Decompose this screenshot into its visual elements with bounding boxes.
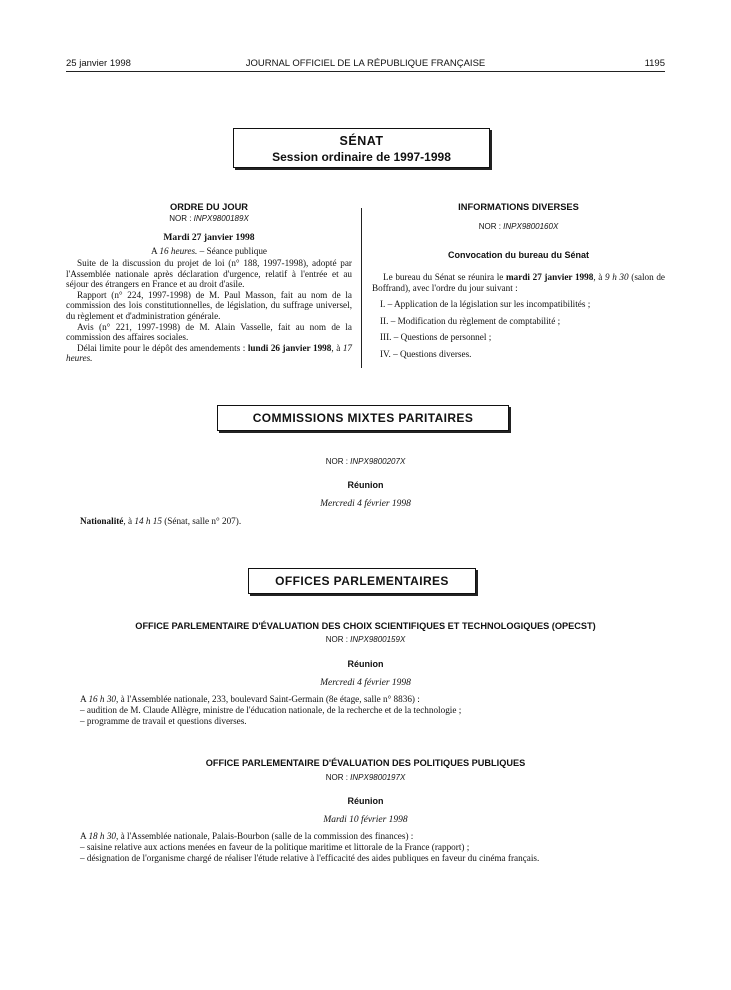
commissions-reunion: Réunion: [347, 480, 384, 490]
opecst-reunion: Réunion: [347, 659, 384, 669]
header-rule: [66, 71, 665, 72]
delai-prefix: Délai limite pour le dépôt des amendements :: [77, 342, 248, 353]
ordre-du-jour-section: [66, 202, 352, 364]
opecst-nor: [66, 635, 665, 644]
convocation-intro: [372, 272, 665, 293]
senat-subtitle: Session ordinaire de 1997-1998: [272, 150, 451, 164]
commission-suffix: (Sénat, salle n° 207).: [161, 516, 242, 526]
delai-time: 17 heures.: [66, 342, 352, 364]
informations-title: INFORMATIONS DIVERSES: [458, 202, 579, 212]
politiques-nor: [66, 773, 665, 782]
nor-code: INPX9800160X: [503, 222, 559, 231]
ordre-para-4: [66, 343, 352, 364]
list-item: I. – Application de la législation sur les incompatibilités ;: [380, 299, 591, 310]
opecst-title: OFFICE PARLEMENTAIRE D'ÉVALUATION DES CHOIX SCIENTIFIQUES ET TECHNOLOGIQUES (OPECST): [135, 621, 596, 631]
delai-mid: , à: [331, 342, 343, 353]
informations-section: [372, 202, 665, 366]
list-item: IV. – Questions diverses.: [380, 348, 472, 359]
politiques-date: Mardi 10 février 1998: [323, 815, 408, 825]
opecst-line-2: – audition de M. Claude Allègre, ministre de l'éducation nationale, de la recherche et de la technologie ;: [80, 705, 462, 715]
nor-code: INPX9800197X: [350, 773, 406, 782]
ordre-para-1: Suite de la discussion du projet de loi (n° 188, 1997-1998), adopté par l'Assemblée nationale après déclaration d'urgence, relatif à l'entrée et au séjour des étrangers en France et au droit d'asile.: [66, 258, 352, 290]
delai-date: lundi 26 janvier 1998: [247, 342, 332, 353]
commissions-box: [217, 405, 509, 431]
intro-prefix: Le bureau du Sénat se réunira le: [383, 272, 506, 282]
offices-box: [248, 568, 476, 594]
politiques-time: 18 h 30: [88, 831, 116, 841]
list-item: II. – Modification du règlement de comptabilité ;: [380, 315, 561, 326]
nor-label: NOR :: [169, 214, 194, 223]
commission-time: 14 h 15: [134, 516, 162, 526]
senat-title: SÉNAT: [339, 134, 384, 148]
intro-mid: , à: [593, 272, 605, 282]
commissions-nor: [66, 457, 665, 466]
nor-label: NOR :: [325, 773, 351, 782]
politiques-reunion: Réunion: [347, 796, 384, 806]
ordre-du-jour-date: Mardi 27 janvier 1998: [163, 232, 255, 243]
opecst-line-1: [80, 694, 679, 705]
page-number: 1195: [644, 58, 665, 69]
politiques-suffix: , à l'Assemblée nationale, Palais-Bourbon (salle de la commission des finances) :: [116, 831, 414, 841]
ordre-para-2: Rapport (n° 224, 1997-1998) de M. Paul Masson, fait au nom de la commission des lois constitutionnelles, de législation, du suffrage universel, du règlement et d'administration générale.: [66, 289, 352, 321]
intro-suffix: (salon de Boffrand), avec l'ordre du jour suivant :: [372, 272, 666, 293]
commissions-line: [66, 516, 679, 526]
ordre-du-jour-title: ORDRE DU JOUR: [170, 202, 248, 212]
nor-code: INPX9800159X: [350, 635, 406, 644]
opecst-prefix: A: [80, 694, 89, 704]
politiques-line-2: – saisine relative aux actions menées en faveur de la politique maritime et littorale de la France (rapport) ;: [80, 842, 470, 852]
commission-mid: , à: [123, 516, 135, 526]
header-date: 25 janvier 1998: [66, 58, 131, 69]
politiques-body: [66, 831, 679, 864]
offices-title: OFFICES PARLEMENTAIRES: [275, 574, 449, 588]
informations-nor: [372, 222, 665, 231]
nor-code: INPX9800189X: [193, 214, 249, 223]
nor-label: NOR :: [325, 457, 351, 466]
politiques-line-1: [80, 831, 679, 842]
nor-label: NOR :: [325, 635, 351, 644]
seance-line: [66, 246, 352, 256]
journal-title: JOURNAL OFFICIEL DE LA RÉPUBLIQUE FRANÇAISE: [245, 58, 486, 69]
senat-box: [233, 128, 490, 168]
politiques-line-3: – désignation de l'organisme chargé de réaliser l'étude relative à l'efficacité des aides publiques en faveur du cinéma français.: [80, 853, 540, 863]
commissions-title: COMMISSIONS MIXTES PARITAIRES: [252, 411, 474, 425]
commission-name: Nationalité: [80, 516, 124, 526]
nor-code: INPX9800207X: [350, 457, 406, 466]
seance-prefix: A: [150, 246, 160, 256]
seance-suffix: – Séance publique: [197, 246, 268, 256]
seance-time: 16 heures.: [159, 246, 198, 256]
politiques-title: OFFICE PARLEMENTAIRE D'ÉVALUATION DES POLITIQUES PUBLIQUES: [205, 758, 526, 768]
ordre-para-3: Avis (n° 221, 1997-1998) de M. Alain Vasselle, fait au nom de la commission des affaires sociales.: [66, 321, 352, 343]
opecst-line-3: – programme de travail et questions diverses.: [80, 716, 247, 726]
list-item: III. – Questions de personnel ;: [380, 332, 492, 343]
opecst-time: 16 h 30: [88, 694, 116, 704]
intro-date: mardi 27 janvier 1998: [506, 272, 594, 282]
opecst-suffix: , à l'Assemblée nationale, 233, boulevard Saint-Germain (8e étage, salle n° 8836) :: [116, 694, 420, 704]
convocation-list: [372, 299, 665, 359]
opecst-date: Mercredi 4 février 1998: [320, 678, 411, 688]
intro-time: 9 h 30: [604, 272, 629, 282]
nor-label: NOR :: [478, 222, 504, 231]
column-divider: [361, 208, 362, 368]
politiques-prefix: A: [80, 831, 89, 841]
opecst-body: [66, 694, 679, 727]
ordre-du-jour-nor: [66, 214, 352, 223]
convocation-title: Convocation du bureau du Sénat: [447, 250, 589, 260]
commissions-date: Mercredi 4 février 1998: [320, 499, 411, 509]
